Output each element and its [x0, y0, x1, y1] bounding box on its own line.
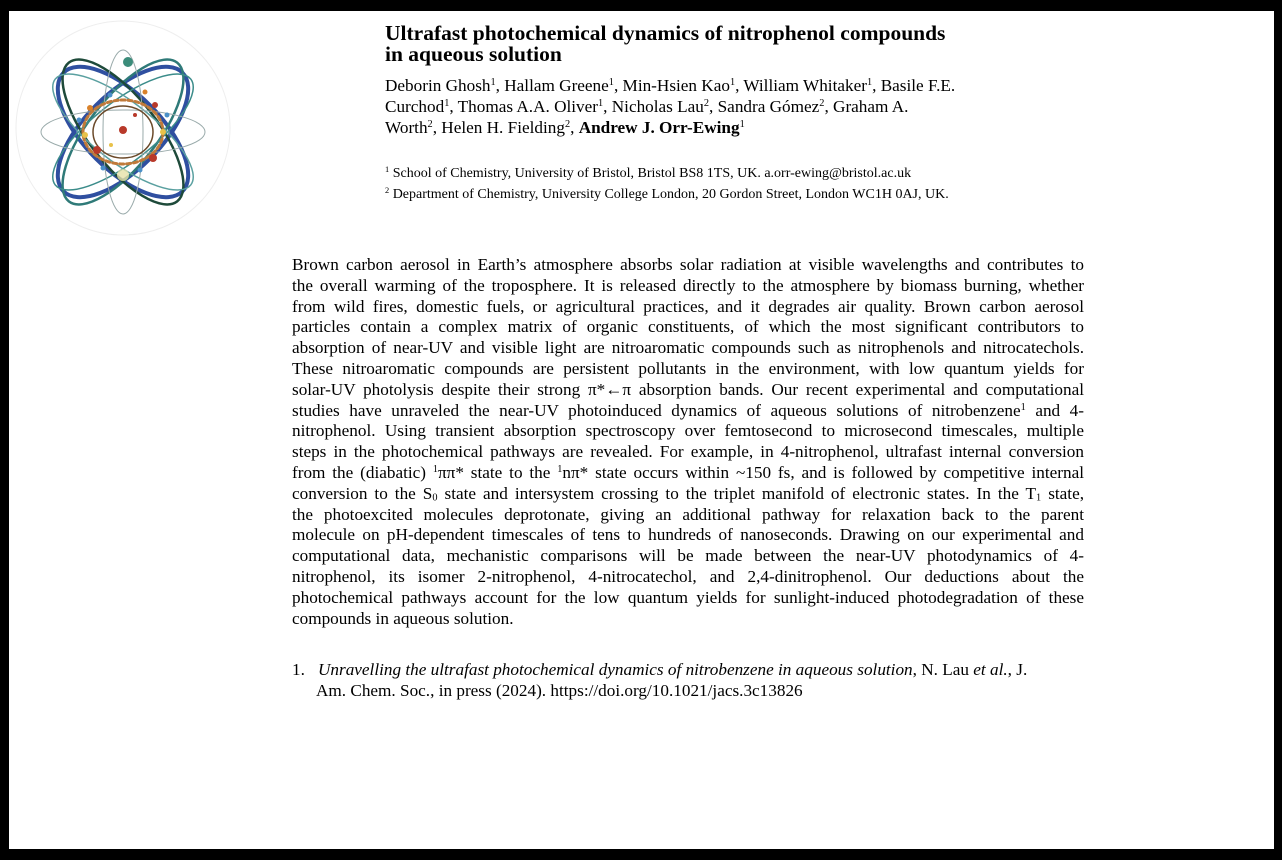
atom-orbital-logo-icon — [15, 20, 231, 236]
abstract-paragraph — [292, 255, 1084, 629]
abstract-line — [292, 401, 1084, 422]
superscript: 1 — [557, 463, 563, 475]
text-run: , Helen H. Fielding — [432, 117, 565, 137]
superscript: 1 — [444, 97, 450, 109]
text-run: Am. Chem. Soc., in press (2024). https://doi.org/10.1021/jacs.3c13826 — [316, 680, 803, 700]
abstract-line — [292, 359, 1084, 380]
text-run: , Min-Hsien Kao — [613, 76, 730, 95]
superscript: 1 — [866, 76, 873, 88]
text-run: and 4- — [1025, 400, 1085, 420]
superscript: 1 — [385, 164, 390, 174]
text-run: Curchod — [385, 96, 445, 116]
abstract-page — [9, 11, 1274, 849]
abstract-line — [292, 421, 1084, 442]
superscript: 1 — [1020, 401, 1026, 413]
superscript: 1 — [739, 118, 745, 130]
text-run: studies have unraveled the near-UV photoinduced dynamics of aqueous solutions of nitrobenzene — [292, 400, 1021, 420]
superscript: 2 — [819, 97, 825, 109]
text-run: computational data, mechanistic comparisons will be made between the near-UV photodynamics of 4- — [292, 546, 1084, 566]
abstract-line — [292, 505, 1084, 526]
abstract-line — [292, 525, 1084, 546]
superscript: 2 — [385, 185, 390, 195]
text-run: Department of Chemistry, University College London, 20 Gordon Street, London WC1H 0AJ, UK. — [389, 186, 949, 202]
author-line — [385, 75, 955, 96]
text-run: state and intersystem crossing to the triplet manifold of electronic states. In the T — [437, 483, 1037, 503]
abstract-line — [292, 484, 1084, 505]
text-run: from the (diabatic) — [292, 462, 433, 482]
italic-text: Unravelling the ultrafast photochemical dynamics of nitrobenzene in aqueous solution — [318, 660, 913, 679]
text-run: nitrophenol. Using transient absorption spectroscopy over femtosecond to microsecond timescales, multiple — [292, 421, 1084, 441]
superscript: 2 — [427, 118, 433, 130]
author-list — [385, 75, 955, 137]
text-run: These nitroaromatic compounds are persistent pollutants in the environment, with low quantum yields for — [292, 358, 1084, 378]
superscript: 1 — [729, 76, 736, 88]
text-run: particles contain a complex matrix of organic constituents, of which the most significant contributors to — [292, 317, 1084, 337]
author-line — [385, 117, 955, 138]
paper-title — [385, 20, 946, 66]
text-run: conversion to the S — [292, 483, 433, 503]
subscript: 1 — [1036, 492, 1042, 504]
abstract-line — [292, 380, 1084, 401]
affiliations — [385, 164, 949, 206]
text-run: ππ* state to the — [438, 462, 558, 482]
title-line: in aqueous solution — [385, 41, 562, 66]
text-run: nπ* state occurs within ~150 fs, and is followed by competitive internal — [562, 462, 1084, 482]
text-run: , Graham A. — [824, 96, 909, 116]
text-run: , Nicholas Lau — [603, 96, 704, 116]
abstract-line — [292, 609, 1084, 630]
abstract-line — [292, 567, 1084, 588]
references-list — [292, 660, 1092, 702]
text-run: , Sandra Gómez — [709, 96, 820, 116]
abstract-line — [292, 442, 1084, 463]
superscript: 1 — [608, 76, 614, 88]
text-run: Worth — [385, 117, 428, 137]
title-line: Ultrafast photochemical dynamics of nitrophenol compounds — [385, 21, 946, 45]
text-run: , J. — [1007, 660, 1028, 679]
reference-line — [316, 681, 1092, 702]
subscript: 0 — [432, 492, 438, 504]
text-run: , Thomas A.A. Oliver — [449, 96, 598, 116]
text-run: molecule on pH-dependent timescales of tens to hundreds of nanoseconds. Drawing on our experimental and — [292, 525, 1084, 545]
text-run: , William Whitaker — [735, 76, 867, 95]
text-run: the photoexcited molecules deprotonate, giving an additional pathway for relaxation back to the parent — [292, 504, 1084, 524]
text-run: from wild fires, domestic fuels, or agricultural practices, and it degrades air quality. Brown carbon aerosol — [292, 296, 1084, 316]
text-run: state, — [1041, 483, 1085, 503]
abstract-line — [292, 546, 1084, 567]
text-run: nitrophenol, its isomer 2-nitrophenol, 4-nitrocatechol, and 2,4-dinitrophenol. Our deductions about the — [292, 566, 1084, 586]
affiliation-line — [385, 164, 949, 185]
abstract-line — [292, 338, 1084, 359]
reference-item — [292, 660, 1092, 702]
text-run: steps in the photochemical pathways are revealed. For example, in 4-nitrophenol, ultrafast internal conversion — [292, 442, 1084, 462]
abstract-line — [292, 317, 1084, 338]
superscript: 1 — [598, 97, 604, 109]
text-run: , Hallam Greene — [495, 76, 609, 95]
text-run: , N. Lau — [912, 660, 974, 679]
text-run: photochemical pathways account for the low quantum yields for sunlight-induced photodegradation of these — [292, 587, 1084, 607]
bold-text: Andrew J. Orr-Ewing — [578, 117, 740, 137]
superscript: 1 — [432, 463, 438, 475]
reference-number: 1. — [292, 660, 305, 679]
text-run: Brown carbon aerosol in Earth’s atmosphere absorbs solar radiation at visible wavelengths and contributes to — [292, 255, 1084, 274]
abstract-line — [292, 463, 1084, 484]
superscript: 2 — [703, 97, 710, 109]
text-run: the overall warming of the troposphere. It is released directly to the atmosphere by biomass burning, whether — [292, 275, 1084, 295]
abstract-line — [292, 297, 1084, 318]
text-run: , — [570, 117, 579, 137]
abstract-line — [292, 255, 1084, 276]
abstract-line — [292, 588, 1084, 609]
text-run: School of Chemistry, University of Bristol, Bristol BS8 1TS, UK. a.orr-ewing@bristol.ac.uk — [389, 166, 912, 181]
superscript: 2 — [564, 118, 571, 130]
italic-text: et al. — [973, 660, 1008, 679]
abstract-line — [292, 276, 1084, 297]
text-run: Deborin Ghosh — [385, 76, 491, 95]
text-run: , Basile F.E. — [872, 76, 956, 95]
author-line — [385, 96, 955, 117]
reference-line — [318, 660, 1092, 681]
text-run: absorption of near-UV and visible light are nitroaromatic compounds such as nitrophenols and nitrocatechols. — [292, 338, 1084, 358]
text-run: compounds in aqueous solution. — [292, 608, 514, 628]
text-run: solar-UV photolysis despite their strong π*←π absorption bands. Our recent experimental and computational — [292, 379, 1084, 399]
superscript: 1 — [490, 76, 496, 88]
affiliation-line — [385, 185, 949, 206]
